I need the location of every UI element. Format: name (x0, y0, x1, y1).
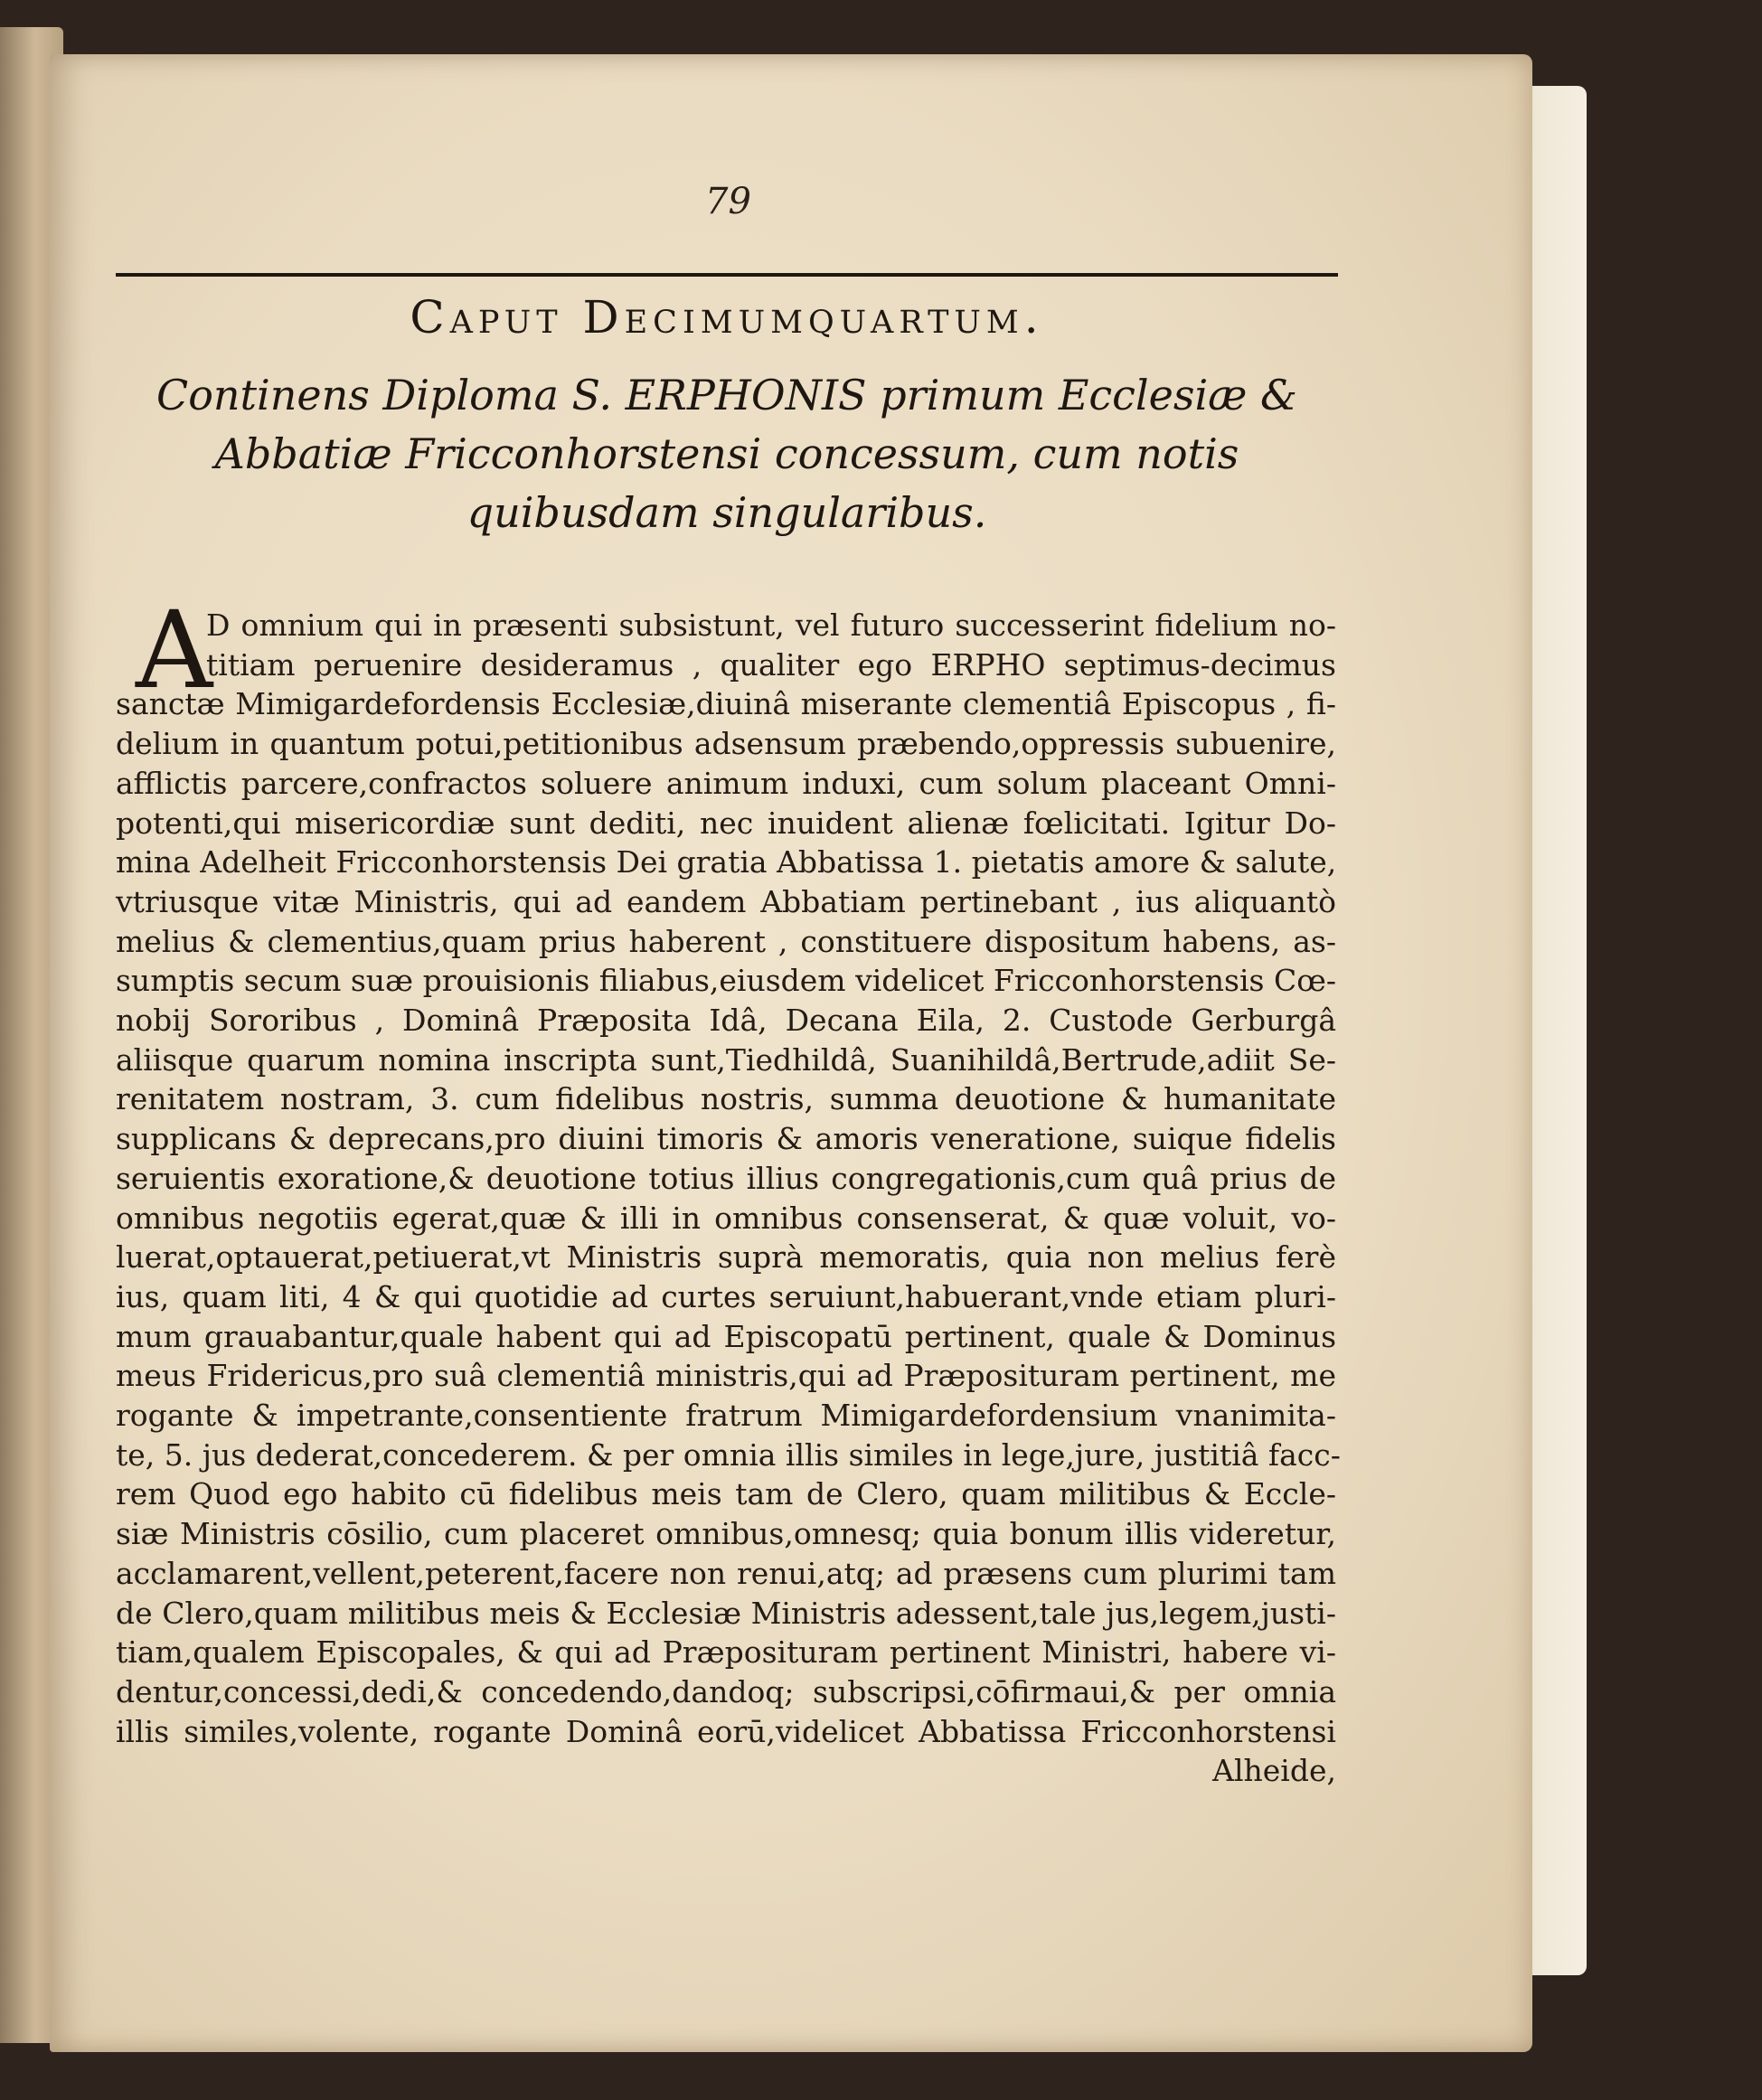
body-line: renitatem nostram, 3. cum fidelibus nostris, summa deuotione & humanitate (116, 1081, 1336, 1117)
body-line: siæ Ministris cōsilio, cum placeret omnibus,omnesq; quia bonum illis videretur, (116, 1516, 1336, 1552)
body-line: ius, quam liti, 4 & qui quotidie ad curtes seruiunt,habuerant,vnde etiam pluri- (116, 1278, 1336, 1314)
catchword: Alheide, (1212, 1753, 1336, 1789)
body-line: meus Fridericus,pro suâ clementiâ ministris,qui ad Præposituram pertinent, me (116, 1358, 1336, 1394)
drop-cap: A (136, 588, 213, 712)
body-line: illis similes,volente, rogante Dominâ eorū,videlicet Abbatissa Fricconhorstensi (116, 1713, 1336, 1749)
body-line: mina Adelheit Fricconhorstensis Dei gratia Abbatissa 1. pietatis amore & salute, (116, 844, 1337, 880)
body-line: melius & clementius,quam prius haberent , constituere dispositum habens, as- (116, 923, 1336, 959)
body-line: aliisque quarum nomina inscripta sunt,Tiedhildâ, Suanihildâ,Bertrude,adiit Se- (116, 1041, 1336, 1078)
body-line: rem Quod ego habito cū fidelibus meis tam de Clero, quam militibus & Eccle- (116, 1476, 1336, 1512)
subtitle-line: Abbatiæ Fricconhorstensi concessum, cum notis (214, 429, 1239, 478)
body-line: D omnium qui in præsenti subsistunt, vel futuro successerint fidelium no- (206, 607, 1336, 643)
body-line: luerat,optauerat,petiuerat,vt Ministris suprà memoratis, quia non melius ferè (116, 1239, 1336, 1276)
header-rule (116, 273, 1338, 277)
body-line: de Clero,quam militibus meis & Ecclesiæ Ministris adessent,tale jus,legem,justi- (116, 1595, 1336, 1631)
body-line: rogante & impetrante,consentiente fratrum Mimigardefordensium vnanimita- (116, 1398, 1336, 1434)
body-line: acclamarent,vellent,peterent,facere non renui,atq; ad præsens cum plurimi tam (116, 1555, 1336, 1591)
body-line: delium in quantum potui,petitionibus adsensum præbendo,oppressis subuenire, (116, 726, 1336, 762)
body-line: te, 5. jus dederat,concederem. & per omnia illis similes in lege,jure, justitiâ facc- (116, 1436, 1341, 1473)
page-number: 79 (705, 181, 751, 222)
body-line: dentur,concessi,dedi,& concedendo,dandoq; subscripsi,cōfirmaui,& per omnia (116, 1673, 1336, 1709)
body-line: sanctæ Mimigardefordensis Ecclesiæ,diuinâ miserante clementiâ Episcopus , fi- (116, 686, 1336, 722)
body-line: titiam peruenire desideramus , qualiter ego ERPHO septimus-decimus (206, 646, 1336, 683)
subtitle-line: Continens Diploma S. ERPHONIS primum Ecclesiæ & (156, 371, 1297, 419)
body-line: mum grauabantur,quale habent qui ad Episcopatū pertinent, quale & Dominus (116, 1318, 1336, 1354)
body-line: tiam,qualem Episcopales, & qui ad Præposituram pertinent Ministri, habere vi- (116, 1634, 1336, 1671)
body-line: seruientis exoratione,& deuotione totius illius congregationis,cum quâ prius de (116, 1160, 1336, 1196)
body-line: vtriusque vitæ Ministris, qui ad eandem Abbatiam pertinebant , ius aliquantò (116, 883, 1336, 919)
body-line: potenti,qui misericordiæ sunt dediti, nec inuident alienæ fœlicitati. Igitur Do- (116, 805, 1336, 841)
chapter-subtitle (116, 366, 1338, 542)
subtitle-line: quibusdam singularibus. (466, 488, 987, 537)
body-line: sumptis secum suæ prouisionis filiabus,eiusdem videlicet Fricconhorstensis Cœ- (116, 963, 1336, 999)
body-line: nobij Sororibus , Dominâ Præposita Idâ, Decana Eila, 2. Custode Gerburgâ (116, 1003, 1336, 1039)
body-line: omnibus negotiis egerat,quæ & illi in omnibus consenserat, & quæ voluit, vo- (116, 1200, 1336, 1236)
chapter-title: Caput Decimumquartum. (410, 291, 1044, 344)
body-text (116, 606, 1341, 1791)
body-line: supplicans & deprecans,pro diuini timoris & amoris veneratione, suique fidelis (116, 1121, 1336, 1157)
body-line: afflictis parcere,confractos soluere animum induxi, cum solum placeant Omni- (116, 765, 1336, 801)
